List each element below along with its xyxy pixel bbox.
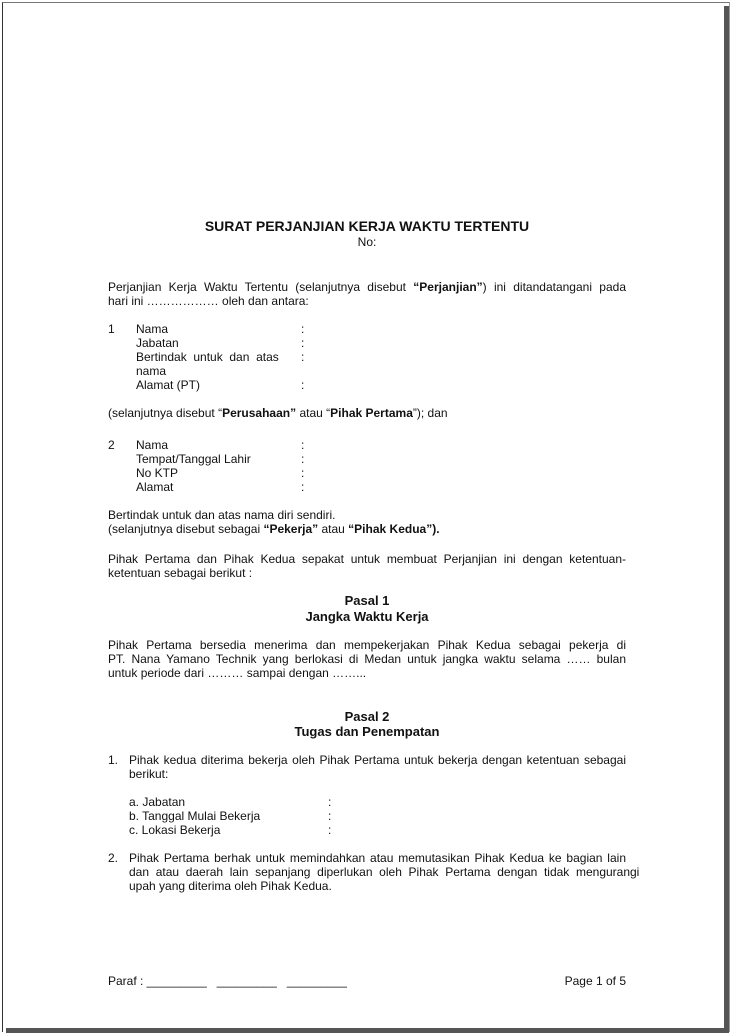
party2-fields <box>136 438 326 494</box>
pasal1-title: Jangka Waktu Kerja <box>305 609 429 624</box>
intro-line-2: hari ini ……………… oleh dan antara: <box>108 294 309 308</box>
party2-field-row: Alamat : <box>136 480 305 494</box>
paraf-line: Paraf : _________ _________ _________ <box>108 974 347 988</box>
pasal2-item2-number: 2. <box>108 851 119 865</box>
pasal2-item1-line: berikut: <box>129 767 169 781</box>
party2-field-row: No KTP : <box>136 466 305 480</box>
pasal2-item2-line: Pihak Pertama berhak untuk memindahkan atau memutasikan Pihak Kedua ke bagian lain <box>129 851 626 865</box>
pasal2-item2-line: dan atau daerah lain sepanjang diperlukan oleh Pihak Pertama dengan tidak mengurangi <box>129 865 640 879</box>
document-title: SURAT PERJANJIAN KERJA WAKTU TERTENTU <box>204 218 530 234</box>
party2-field-row: Tempat/Tanggal Lahir : <box>136 452 305 466</box>
pasal1-line: PT. Nana Yamano Technik yang berlokasi di Medan untuk jangka waktu selama …… bulan <box>108 652 626 666</box>
pasal2-item2-line: upah yang diterima oleh Pihak Kedua. <box>129 879 332 893</box>
intro-line-1: Perjanjian Kerja Waktu Tertentu (selanjutnya disebut “Perjanjian”) ini ditandatangani pada <box>108 280 626 294</box>
agreement-paragraph <box>108 552 626 580</box>
page-number: Page 1 of 5 <box>564 974 626 988</box>
pasal2-subitem: b. Tanggal Mulai Bekerja : <box>129 809 332 823</box>
pasal2-item1-line: Pihak kedua diterima bekerja oleh Pihak Pertama untuk bekerja dengan ketentuan sebagai <box>129 753 626 767</box>
agreement-line: ketentuan sebagai berikut : <box>108 566 253 580</box>
party2-statement: Bertindak untuk dan atas nama diri sendiri. <box>108 508 336 522</box>
intro-paragraph <box>108 280 626 308</box>
party1-field-row: Jabatan : <box>136 336 305 350</box>
pasal2-number: Pasal 2 <box>344 709 390 724</box>
party1-reference: (selanjutnya disebut “Perusahaan” atau “Pihak Pertama”); dan <box>108 406 448 420</box>
party2-number: 2 <box>108 438 115 452</box>
party2-field-row: Nama : <box>136 438 305 452</box>
page-shadow <box>6 1028 729 1033</box>
pasal2-title: Tugas dan Penempatan <box>294 724 440 739</box>
party1-field-row: Nama : <box>136 322 305 336</box>
party1-field-row: Alamat (PT) : <box>136 378 305 392</box>
party1-field-row: Bertindak untuk dan atas : <box>136 350 305 364</box>
pasal1-line: Pihak Pertama bersedia menerima dan mempekerjakan Pihak Kedua sebagai pekerja di <box>108 638 626 652</box>
pasal2-item1-number: 1. <box>108 753 119 767</box>
party1-fields <box>136 322 326 392</box>
pasal2-subitems <box>129 795 349 837</box>
pasal1-number: Pasal 1 <box>344 593 390 608</box>
pasal2-item2-text <box>129 851 640 893</box>
party1-number: 1 <box>108 322 115 336</box>
party1-field-row: nama <box>136 364 167 378</box>
pasal1-paragraph <box>108 638 626 680</box>
party2-reference: (selanjutnya disebut sebagai “Pekerja” atau “Pihak Kedua”). <box>108 522 440 536</box>
document-number: No: <box>357 235 377 249</box>
pasal2-item1-text <box>129 753 626 781</box>
pasal2-subitem: a. Jabatan : <box>129 795 332 809</box>
pasal1-line: untuk periode dari ……… sampai dengan ……... <box>108 666 367 680</box>
agreement-line: Pihak Pertama dan Pihak Kedua sepakat untuk membuat Perjanjian ini dengan ketentuan- <box>108 552 626 566</box>
pasal2-subitem: c. Lokasi Bekerja : <box>129 823 332 837</box>
page-shadow <box>724 6 729 1030</box>
